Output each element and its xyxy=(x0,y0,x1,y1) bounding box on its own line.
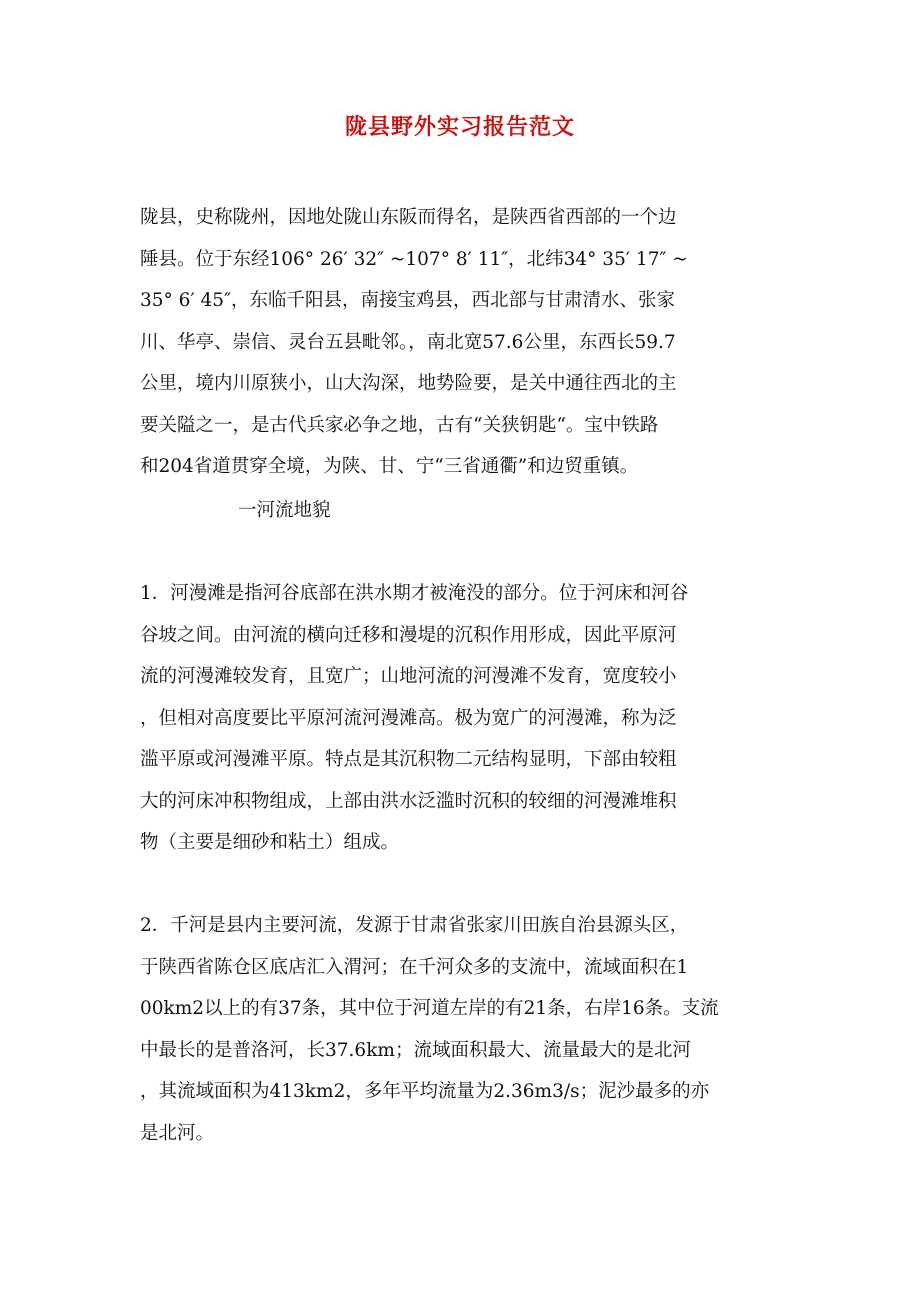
text-line: 陇县，史称陇州，因地处陇山东阪而得名，是陕西省西部的一个边 xyxy=(140,207,677,228)
text-line: 和204省道贯穿全境，为陕、甘、宁“三省通衢”和边贸重镇。 xyxy=(140,456,639,477)
text-line: 是北河。 xyxy=(140,1122,215,1144)
text-line: 滥平原或河漫滩平原。特点是其沉积物二元结构显明，下部由较粗 xyxy=(140,749,677,770)
text-line: 00km2以上的有37条，其中位于河道左岸的有21条，右岸16条。支流 xyxy=(140,998,719,1019)
page-title: 陇县野外实习报告范文 xyxy=(344,114,575,140)
text-line: ，但相对高度要比平原河流河漫滩高。极为宽广的河漫滩，称为泛 xyxy=(140,707,677,729)
text-line: 公里，境内川原狭小，山大沟深，地势险要，是关中通往西北的主 xyxy=(140,373,677,394)
section-heading: 一河流地貌 xyxy=(238,500,331,521)
text-line: 大的河床冲积物组成，上部由洪水泛滥时沉积的较细的河漫滩堆积 xyxy=(140,790,677,812)
text-line: 川、华亭、崇信、灵台五县毗邻。，南北宽57.6公里，东西长59.7 xyxy=(140,331,676,353)
paragraph-qianhe-river xyxy=(140,905,780,1154)
text-line: 2．千河是县内主要河流，发源于甘肃省张家川田族自治县源头区， xyxy=(140,915,689,936)
text-line: 于陕西省陈仓区底店汇入渭河；在千河众多的支流中，流域面积在1 xyxy=(140,956,689,978)
text-line: 1．河漫滩是指河谷底部在洪水期才被淹没的部分。位于河床和河谷 xyxy=(140,583,689,604)
text-line: 要关隘之一，是古代兵家必争之地，古有“关狭钥匙“。宝中铁路 xyxy=(140,414,659,436)
text-line: 流的河漫滩较发育，且宽广；山地河流的河漫滩不发育，宽度较小 xyxy=(140,666,677,687)
paragraph-floodplain xyxy=(140,573,780,864)
text-line: 中最长的是普洛河，长37.6km；流域面积最大、流量最大的是北河 xyxy=(140,1039,691,1061)
text-line: 陲县。位于东经106° 26′ 32″ ~107° 8′ 11″，北纬34° 35′ 17″ ~ xyxy=(140,248,688,270)
text-line: 谷坡之间。由河流的横向迁移和漫堤的沉积作用形成，因此平原河 xyxy=(140,624,677,646)
text-line: ，其流域面积为413km2，多年平均流量为2.36m3/s；泥沙最多的亦 xyxy=(140,1081,710,1102)
text-line: 35° 6′ 45″，东临千阳县，南接宝鸡县，西北部与甘肃清水、张家 xyxy=(140,290,675,311)
text-line: 物（主要是细砂和粘土）组成。 xyxy=(140,832,400,853)
intro-paragraph xyxy=(140,197,780,488)
